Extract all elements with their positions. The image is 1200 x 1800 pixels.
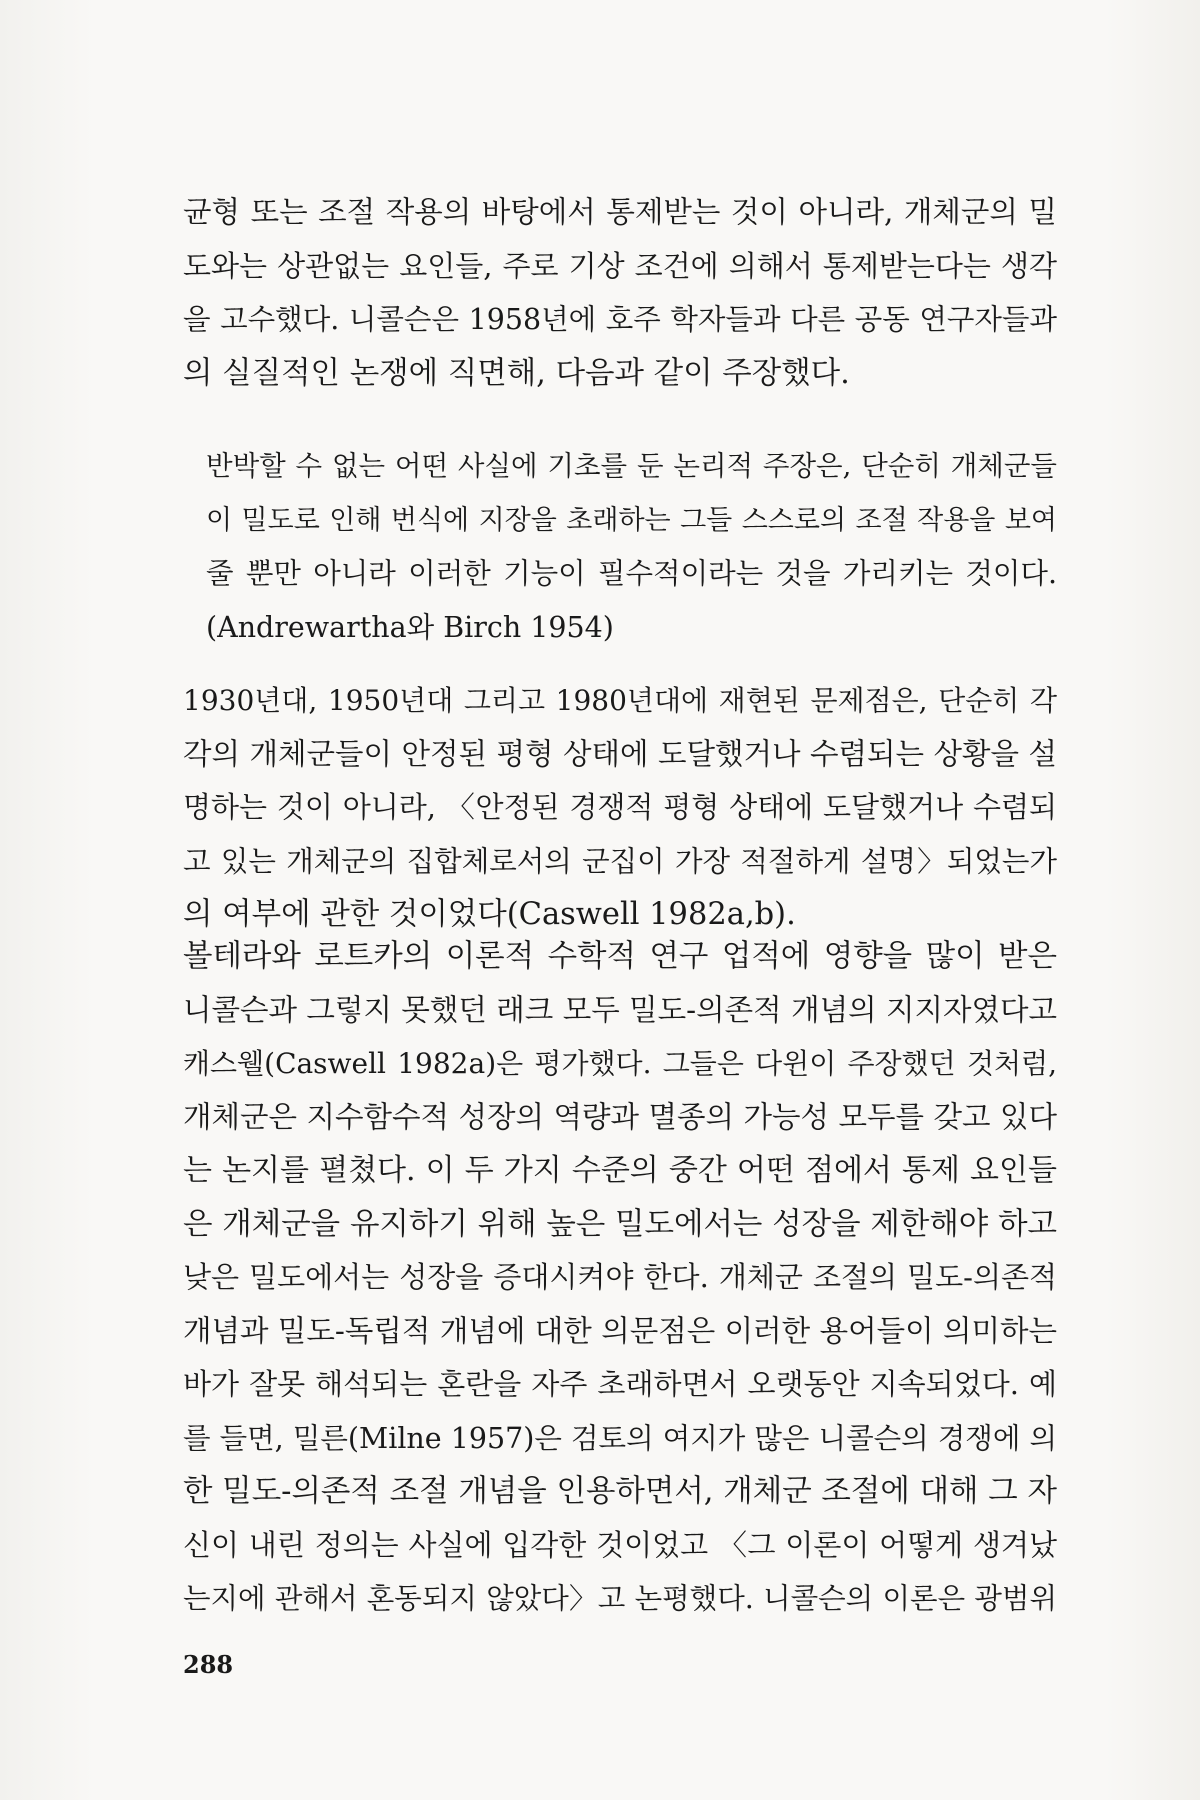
paragraph-1 (183, 186, 1057, 400)
text-line: 는 논지를 펼쳤다. 이 두 가지 수준의 중간 어떤 점에서 통제 요인들 (183, 1153, 1057, 1188)
text-line: 을 고수했다. 니콜슨은 1958년에 호주 학자들과 다른 공동 연구자들과 (183, 303, 1057, 336)
quote-line: 반박할 수 없는 어떤 사실에 기초를 둔 논리적 주장은, 단순히 개체군들 (206, 450, 1057, 482)
page-number: 288 (183, 1650, 234, 1679)
text-line: 신이 내린 정의는 사실에 입각한 것이었고 〈그 이론이 어떻게 생겨났 (183, 1527, 1057, 1562)
quote-line: 줄 뿐만 아니라 이러한 기능이 필수적이라는 것을 가리키는 것이다. (206, 557, 1057, 590)
text-line: 고 있는 개체군의 집합체로서의 군집이 가장 적절하게 설명〉되었는가 (183, 844, 1057, 878)
text-line: 균형 또는 조절 작용의 바탕에서 통제받는 것이 아니라, 개체군의 밀 (183, 195, 1057, 229)
text-line: 개체군은 지수함수적 성장의 역량과 멸종의 가능성 모두를 갖고 있다 (183, 1099, 1057, 1134)
text-line: 도와는 상관없는 요인들, 주로 기상 조건에 의해서 통제받는다는 생각 (183, 248, 1057, 283)
text-line: 낮은 밀도에서는 성장을 증대시켜야 한다. 개체군 조절의 밀도-의존적 (183, 1260, 1057, 1294)
text-line: 개념과 밀도-독립적 개념에 대한 의문점은 이러한 용어들이 의미하는 (183, 1313, 1057, 1348)
text-line: 은 개체군을 유지하기 위해 높은 밀도에서는 성장을 제한해야 하고 (183, 1206, 1057, 1242)
quote-citation: (Andrewartha와 Birch 1954) (206, 610, 614, 644)
text-line: 명하는 것이 아니라, 〈안정된 경쟁적 평형 상태에 도달했거나 수렴되 (183, 790, 1057, 824)
text-line: 의 실질적인 논쟁에 직면해, 다음과 같이 주장했다. (183, 355, 850, 391)
paragraph-2 (183, 674, 1057, 942)
text-line: 를 들면, 밀른(Milne 1957)은 검토의 여지가 많은 니콜슨의 경쟁에 의 (183, 1421, 1057, 1455)
text-line: 볼테라와 로트카의 이론적 수학적 연구 업적에 영향을 많이 받은 (183, 939, 1057, 974)
block-quote (206, 440, 1057, 654)
text-line: 바가 잘못 해석되는 혼란을 자주 초래하면서 오랫동안 지속되었다. 예 (183, 1367, 1057, 1401)
text-line: 의 여부에 관한 것이었다(Caswell 1982a,b). (183, 897, 796, 932)
text-line: 니콜슨과 그렇지 못했던 래크 모두 밀도-의존적 개념의 지지자였다고 (183, 992, 1057, 1027)
text-line: 한 밀도-의존적 조절 개념을 인용하면서, 개체군 조절에 대해 그 자 (183, 1474, 1057, 1509)
paragraph-3 (183, 930, 1057, 1626)
text-line: 캐스웰(Caswell 1982a)은 평가했다. 그들은 다윈이 주장했던 것처럼, (183, 1047, 1057, 1080)
quote-line: 이 밀도로 인해 번식에 지장을 초래하는 그들 스스로의 조절 작용을 보여 (206, 504, 1057, 536)
text-line: 는지에 관해서 혼동되지 않았다〉고 논평했다. 니콜슨의 이론은 광범위 (183, 1582, 1057, 1615)
text-line: 각의 개체군들이 안정된 평형 상태에 도달했거나 수렴되는 상황을 설 (183, 736, 1057, 771)
text-line: 1930년대, 1950년대 그리고 1980년대에 재현된 문제점은, 단순히 각 (183, 684, 1057, 717)
